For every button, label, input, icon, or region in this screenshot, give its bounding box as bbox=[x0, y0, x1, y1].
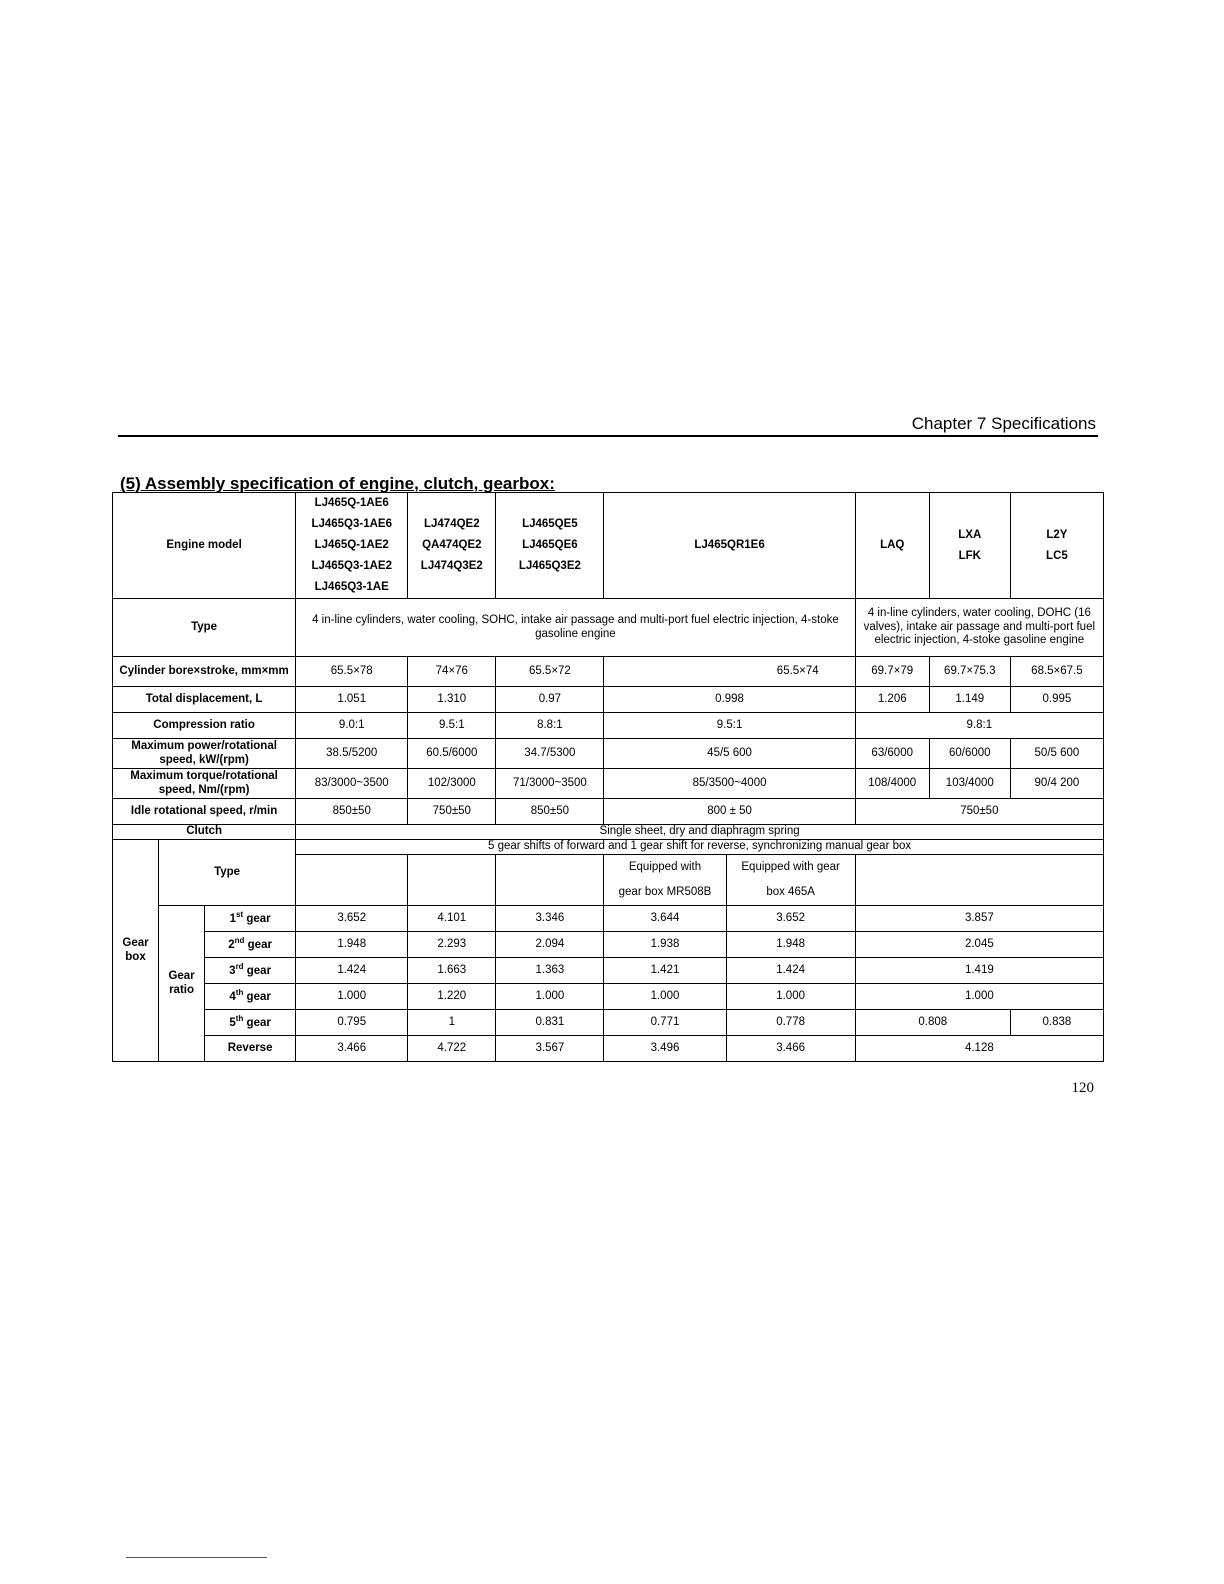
compression-value: 9.5:1 bbox=[604, 713, 855, 739]
bore-value: 65.5×72 bbox=[496, 657, 604, 687]
gear-value: 0.831 bbox=[496, 1010, 604, 1036]
gear-word: gear bbox=[244, 939, 272, 952]
compression-value: 9.0:1 bbox=[296, 713, 408, 739]
model-name: LJ465QE6 bbox=[522, 539, 578, 551]
power-value: 50/5 600 bbox=[1010, 739, 1103, 769]
torque-value: 102/3000 bbox=[408, 769, 496, 799]
gear-number: 3 bbox=[229, 965, 236, 978]
idle-value: 800 ± 50 bbox=[604, 799, 855, 825]
gear-value: 1.000 bbox=[855, 984, 1103, 1010]
model-name: LC5 bbox=[1046, 549, 1068, 562]
gear-ratio-label: Gear ratio bbox=[168, 969, 195, 996]
displacement-label: Total displacement, L bbox=[113, 687, 296, 713]
gearbox-type-cell bbox=[855, 855, 1103, 906]
model-group-5: LAQ bbox=[855, 493, 929, 599]
bore-label: Cylinder bore×stroke, mm×mm bbox=[113, 657, 296, 687]
gear-value: 1.663 bbox=[408, 958, 496, 984]
torque-value: 103/4000 bbox=[929, 769, 1010, 799]
compression-value: 9.8:1 bbox=[855, 713, 1103, 739]
gear-label bbox=[205, 906, 296, 932]
spec-table bbox=[112, 492, 1104, 1062]
compression-label: Compression ratio bbox=[113, 713, 296, 739]
gear-suffix: rd bbox=[235, 962, 244, 972]
model-group-3 bbox=[496, 493, 604, 599]
gearbox-type-line: Equipped with gear bbox=[741, 861, 840, 873]
gear-value: 3.567 bbox=[496, 1036, 604, 1062]
gear-number: 2 bbox=[228, 939, 235, 952]
power-value: 63/6000 bbox=[855, 739, 929, 769]
gear-value: 1.421 bbox=[604, 958, 726, 984]
chapter-heading: Chapter 7 Specifications bbox=[911, 414, 1096, 433]
gear-suffix: nd bbox=[234, 936, 245, 946]
header-rule bbox=[118, 435, 1098, 437]
clutch-value: Single sheet, dry and diaphragm spring bbox=[296, 825, 1104, 840]
model-group-4: LJ465QR1E6 bbox=[604, 493, 855, 599]
gearbox-label: Gear box bbox=[113, 840, 159, 1062]
model-name: LJ465Q-1AE2 bbox=[314, 539, 389, 551]
model-name: LJ465Q3-1AE6 bbox=[311, 518, 392, 530]
gear-value: 2.045 bbox=[855, 932, 1103, 958]
model-name: LJ465QE5 bbox=[522, 518, 578, 530]
displacement-value: 1.051 bbox=[296, 687, 408, 713]
gear-ratio-placeholder bbox=[159, 906, 205, 1062]
gear-value: 4.101 bbox=[408, 906, 496, 932]
type-dohc: 4 in-line cylinders, water cooling, DOHC (16 valves), intake air passage and multi-port fuel electric injection, 4-stoke gasoline engine bbox=[855, 599, 1103, 657]
bore-value: 68.5×67.5 bbox=[1010, 657, 1103, 687]
model-group-2 bbox=[408, 493, 496, 599]
gear-label bbox=[205, 958, 296, 984]
bore-value: 69.7×79 bbox=[855, 657, 929, 687]
displacement-value: 1.310 bbox=[408, 687, 496, 713]
gear-value: 4.722 bbox=[408, 1036, 496, 1062]
gear-label: Reverse bbox=[205, 1036, 296, 1062]
row-engine-model bbox=[113, 493, 1104, 599]
power-value: 60/6000 bbox=[929, 739, 1010, 769]
gear-value: 0.771 bbox=[604, 1010, 726, 1036]
gearbox-type-465a bbox=[726, 855, 855, 906]
row-idle-speed bbox=[113, 799, 1104, 825]
gear-value: 3.652 bbox=[296, 906, 408, 932]
model-name: LJ465Q3-1AE bbox=[314, 581, 389, 593]
type-sohc: 4 in-line cylinders, water cooling, SOHC, intake air passage and multi-port fuel electric injection, 4-stoke gasoline engine bbox=[296, 599, 856, 657]
engine-model-label: Engine model bbox=[113, 493, 296, 599]
bore-value: 74×76 bbox=[408, 657, 496, 687]
idle-value: 850±50 bbox=[296, 799, 408, 825]
gear-value: 1.948 bbox=[726, 932, 855, 958]
row-compression bbox=[113, 713, 1104, 739]
gear-value: 2.293 bbox=[408, 932, 496, 958]
displacement-value: 0.998 bbox=[604, 687, 855, 713]
row-gear-5 bbox=[113, 1010, 1104, 1036]
gear-value: 1 bbox=[408, 1010, 496, 1036]
gear-suffix: th bbox=[235, 1014, 244, 1024]
gear-suffix: th bbox=[235, 988, 244, 998]
power-value: 34.7/5300 bbox=[496, 739, 604, 769]
displacement-value: 1.149 bbox=[929, 687, 1010, 713]
model-name: L2Y bbox=[1046, 528, 1068, 541]
gear-word: gear bbox=[243, 913, 271, 926]
row-gear-4 bbox=[113, 984, 1104, 1010]
bore-value: 65.5×74 bbox=[604, 657, 855, 687]
gear-value: 1.424 bbox=[296, 958, 408, 984]
model-name: LJ474Q3E2 bbox=[420, 560, 483, 572]
row-gear-1 bbox=[113, 906, 1104, 932]
gear-value: 2.094 bbox=[496, 932, 604, 958]
gearbox-desc: 5 gear shifts of forward and 1 gear shift for reverse, synchronizing manual gear box bbox=[296, 840, 1104, 855]
gearbox-type-mr508b bbox=[604, 855, 726, 906]
gearbox-type-cell bbox=[408, 855, 496, 906]
torque-value: 83/3000~3500 bbox=[296, 769, 408, 799]
model-name: LJ465Q-1AE6 bbox=[314, 497, 389, 509]
gear-value: 0.838 bbox=[1010, 1010, 1103, 1036]
gear-number: 1 bbox=[229, 913, 236, 926]
gear-word: gear bbox=[243, 1017, 271, 1030]
gear-label bbox=[205, 932, 296, 958]
bore-value: 69.7×75.3 bbox=[929, 657, 1010, 687]
section-title: (5) Assembly specification of engine, clutch, gearbox: bbox=[120, 474, 555, 493]
gear-value: 1.419 bbox=[855, 958, 1103, 984]
gear-value: 3.652 bbox=[726, 906, 855, 932]
model-group-1 bbox=[296, 493, 408, 599]
row-type bbox=[113, 599, 1104, 657]
torque-value: 85/3500~4000 bbox=[604, 769, 855, 799]
gear-value: 1.363 bbox=[496, 958, 604, 984]
page-number: 120 bbox=[1071, 1080, 1094, 1096]
gear-value: 1.000 bbox=[604, 984, 726, 1010]
gear-value: 3.496 bbox=[604, 1036, 726, 1062]
power-value: 38.5/5200 bbox=[296, 739, 408, 769]
compression-value: 9.5:1 bbox=[408, 713, 496, 739]
torque-label: Maximum torque/rotational speed, Nm/(rpm) bbox=[113, 769, 296, 799]
gear-value: 1.938 bbox=[604, 932, 726, 958]
gearbox-type-label: Type bbox=[159, 840, 296, 906]
gear-value: 1.948 bbox=[296, 932, 408, 958]
row-displacement bbox=[113, 687, 1104, 713]
gearbox-type-line: gear box MR508B bbox=[618, 886, 712, 898]
gear-value: 0.808 bbox=[855, 1010, 1010, 1036]
footer-line bbox=[126, 1557, 267, 1558]
row-clutch bbox=[113, 825, 1104, 840]
row-gear-2 bbox=[113, 932, 1104, 958]
torque-value: 90/4 200 bbox=[1010, 769, 1103, 799]
gear-value: 3.466 bbox=[726, 1036, 855, 1062]
gear-value: 1.220 bbox=[408, 984, 496, 1010]
clutch-label: Clutch bbox=[113, 825, 296, 840]
gear-value: 3.857 bbox=[855, 906, 1103, 932]
bore-value: 65.5×78 bbox=[296, 657, 408, 687]
gearbox-type-line: box 465A bbox=[766, 886, 815, 898]
model-group-7 bbox=[1010, 493, 1103, 599]
model-name: LJ465Q3-1AE2 bbox=[311, 560, 392, 572]
gear-value: 1.000 bbox=[496, 984, 604, 1010]
idle-value: 850±50 bbox=[496, 799, 604, 825]
power-label: Maximum power/rotational speed, kW/(rpm) bbox=[113, 739, 296, 769]
gear-suffix: st bbox=[236, 910, 244, 920]
model-name: QA474QE2 bbox=[422, 539, 482, 551]
gear-value: 4.128 bbox=[855, 1036, 1103, 1062]
row-gear-reverse bbox=[113, 1036, 1104, 1062]
gear-number: 4 bbox=[229, 991, 236, 1004]
gear-word: gear bbox=[243, 965, 272, 978]
gearbox-type-cell bbox=[496, 855, 604, 906]
row-gearbox-desc bbox=[113, 840, 1104, 855]
gear-value: 3.644 bbox=[604, 906, 726, 932]
gear-label bbox=[205, 984, 296, 1010]
idle-value: 750±50 bbox=[408, 799, 496, 825]
model-group-6 bbox=[929, 493, 1010, 599]
displacement-value: 1.206 bbox=[855, 687, 929, 713]
gear-value: 0.778 bbox=[726, 1010, 855, 1036]
power-value: 45/5 600 bbox=[604, 739, 855, 769]
torque-value: 71/3000~3500 bbox=[496, 769, 604, 799]
row-bore bbox=[113, 657, 1104, 687]
row-gear-3 bbox=[113, 958, 1104, 984]
displacement-value: 0.97 bbox=[496, 687, 604, 713]
compression-value: 8.8:1 bbox=[496, 713, 604, 739]
gearbox-type-cell bbox=[296, 855, 408, 906]
idle-label: Idle rotational speed, r/min bbox=[113, 799, 296, 825]
displacement-value: 0.995 bbox=[1010, 687, 1103, 713]
row-max-power bbox=[113, 739, 1104, 769]
idle-value: 750±50 bbox=[855, 799, 1103, 825]
gear-value: 3.466 bbox=[296, 1036, 408, 1062]
gear-value: 0.795 bbox=[296, 1010, 408, 1036]
gear-word: gear bbox=[243, 991, 271, 1004]
gear-value: 3.346 bbox=[496, 906, 604, 932]
type-label: Type bbox=[113, 599, 296, 657]
gear-value: 1.424 bbox=[726, 958, 855, 984]
power-value: 60.5/6000 bbox=[408, 739, 496, 769]
model-name: LXA bbox=[958, 528, 982, 541]
torque-value: 108/4000 bbox=[855, 769, 929, 799]
gearbox-type-line: Equipped with bbox=[628, 861, 702, 873]
gear-value: 1.000 bbox=[296, 984, 408, 1010]
model-name: LJ465Q3E2 bbox=[518, 560, 581, 572]
gear-label bbox=[205, 1010, 296, 1036]
row-max-torque bbox=[113, 769, 1104, 799]
gear-number: 5 bbox=[229, 1017, 236, 1030]
gear-value: 1.000 bbox=[726, 984, 855, 1010]
model-name: LJ474QE2 bbox=[423, 518, 480, 530]
model-name: LFK bbox=[958, 549, 981, 562]
